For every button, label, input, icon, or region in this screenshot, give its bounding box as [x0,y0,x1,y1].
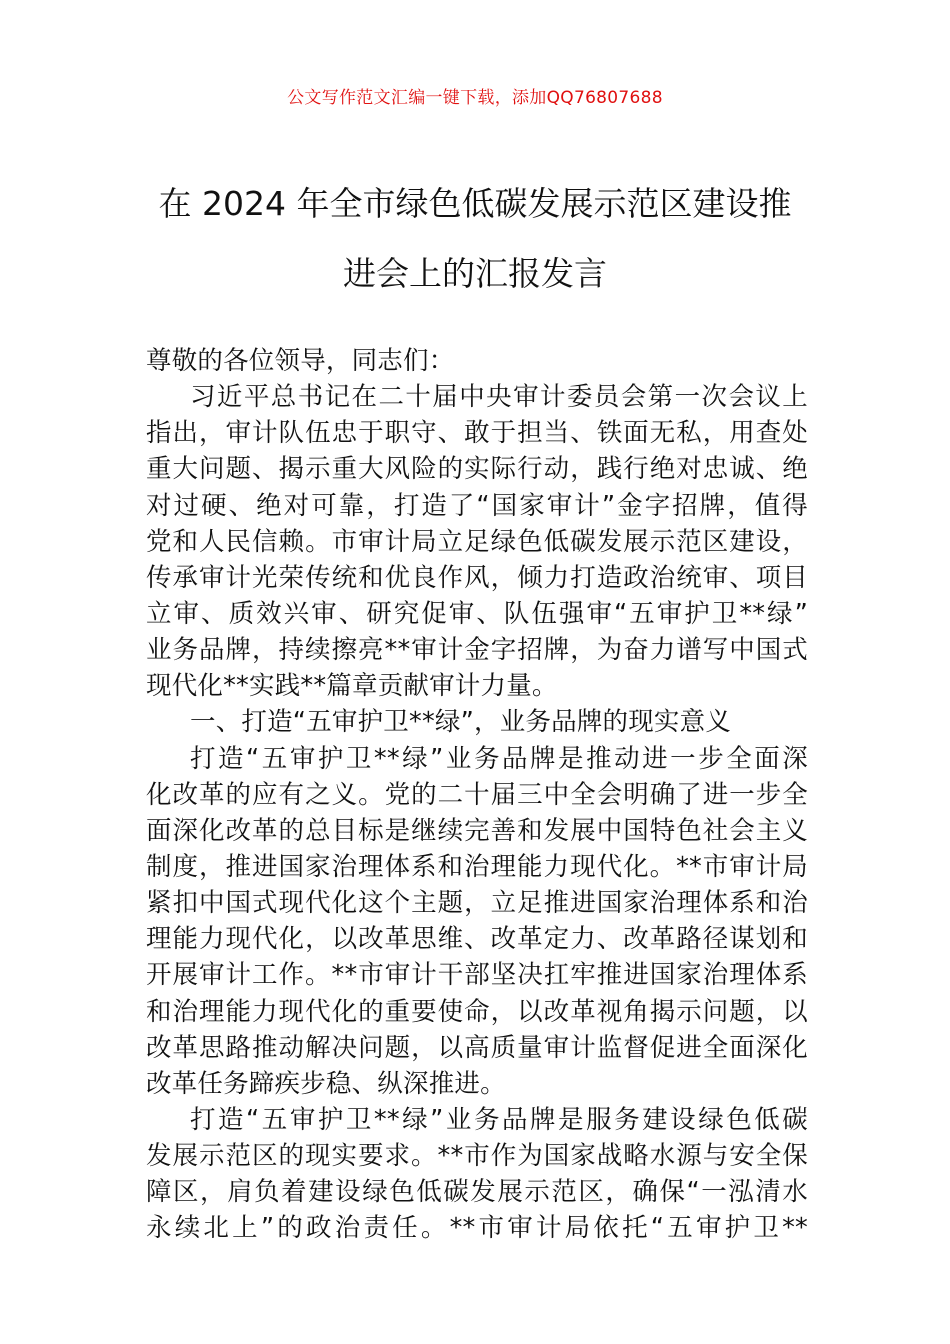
text-line: 化改革的应有之义。党的二十届三中全会明确了进一步全 [146,779,808,810]
section-heading: 一、打造“五审护卫**绿”，业务品牌的现实意义 [190,707,732,738]
text-line: 永续北上”的政治责任。**市审计局依托“五审护卫** [146,1213,808,1244]
text-line: 障区，肩负着建设绿色低碳发展示范区，确保“一泓清水 [146,1177,808,1208]
text-line: 理能力现代化，以改革思维、改革定力、改革路径谋划和 [146,924,808,955]
document-body [146,343,808,1247]
text-line: 传承审计光荣传统和优良作风，倾力打造政治统审、项目 [146,562,808,593]
download-notice: 公文写作范文汇编一键下载，添加QQ76807688 [287,88,663,108]
text-line: 改革思路推动解决问题，以高质量审计监督促进全面深化 [146,1032,808,1063]
text-line: 和治理能力现代化的重要使命，以改革视角揭示问题，以 [146,996,808,1027]
text-line: 开展审计工作。**市审计干部坚决扛牢推进国家治理体系 [146,960,808,991]
text-line: 面深化改革的总目标是继续完善和发展中国特色社会主义 [146,815,808,846]
salutation: 尊敬的各位领导，同志们： [146,346,455,376]
document-title-line-1: 在 2024 年全市绿色低碳发展示范区建设推 [158,184,792,223]
text-line: 重大问题、揭示重大风险的实际行动，践行绝对忠诚、绝 [146,454,808,485]
text-line: 紧扣中国式现代化这个主题，立足推进国家治理体系和治 [146,888,808,919]
text-line: 指出，审计队伍忠于职守、敢于担当、铁面无私，用查处 [146,418,808,449]
document-title-line-2: 进会上的汇报发言 [343,254,607,293]
text-line: 改革任务蹄疾步稳、纵深推进。 [146,1068,506,1099]
text-line: 业务品牌，持续擦亮**审计金字招牌，为奋力谱写中国式 [146,635,808,666]
text-line: 立审、质效兴审、研究促审、队伍强审“五审护卫**绿” [146,598,808,629]
text-line: 党和人民信赖。市审计局立足绿色低碳发展示范区建设， [146,526,808,557]
text-line: 发展示范区的现实要求。**市作为国家战略水源与安全保 [146,1141,808,1172]
text-line: 习近平总书记在二十届中央审计委员会第一次会议上 [190,382,808,413]
text-line: 现代化**实践**篇章贡献审计力量。 [146,671,558,702]
text-line: 对过硬、绝对可靠，打造了“国家审计”金字招牌，值得 [146,490,808,521]
text-line: 制度，推进国家治理体系和治理能力现代化。**市审计局 [146,851,808,882]
text-line: 打造“五审护卫**绿”业务品牌是服务建设绿色低碳 [190,1104,808,1135]
text-line: 打造“五审护卫**绿”业务品牌是推动进一步全面深 [190,743,808,774]
